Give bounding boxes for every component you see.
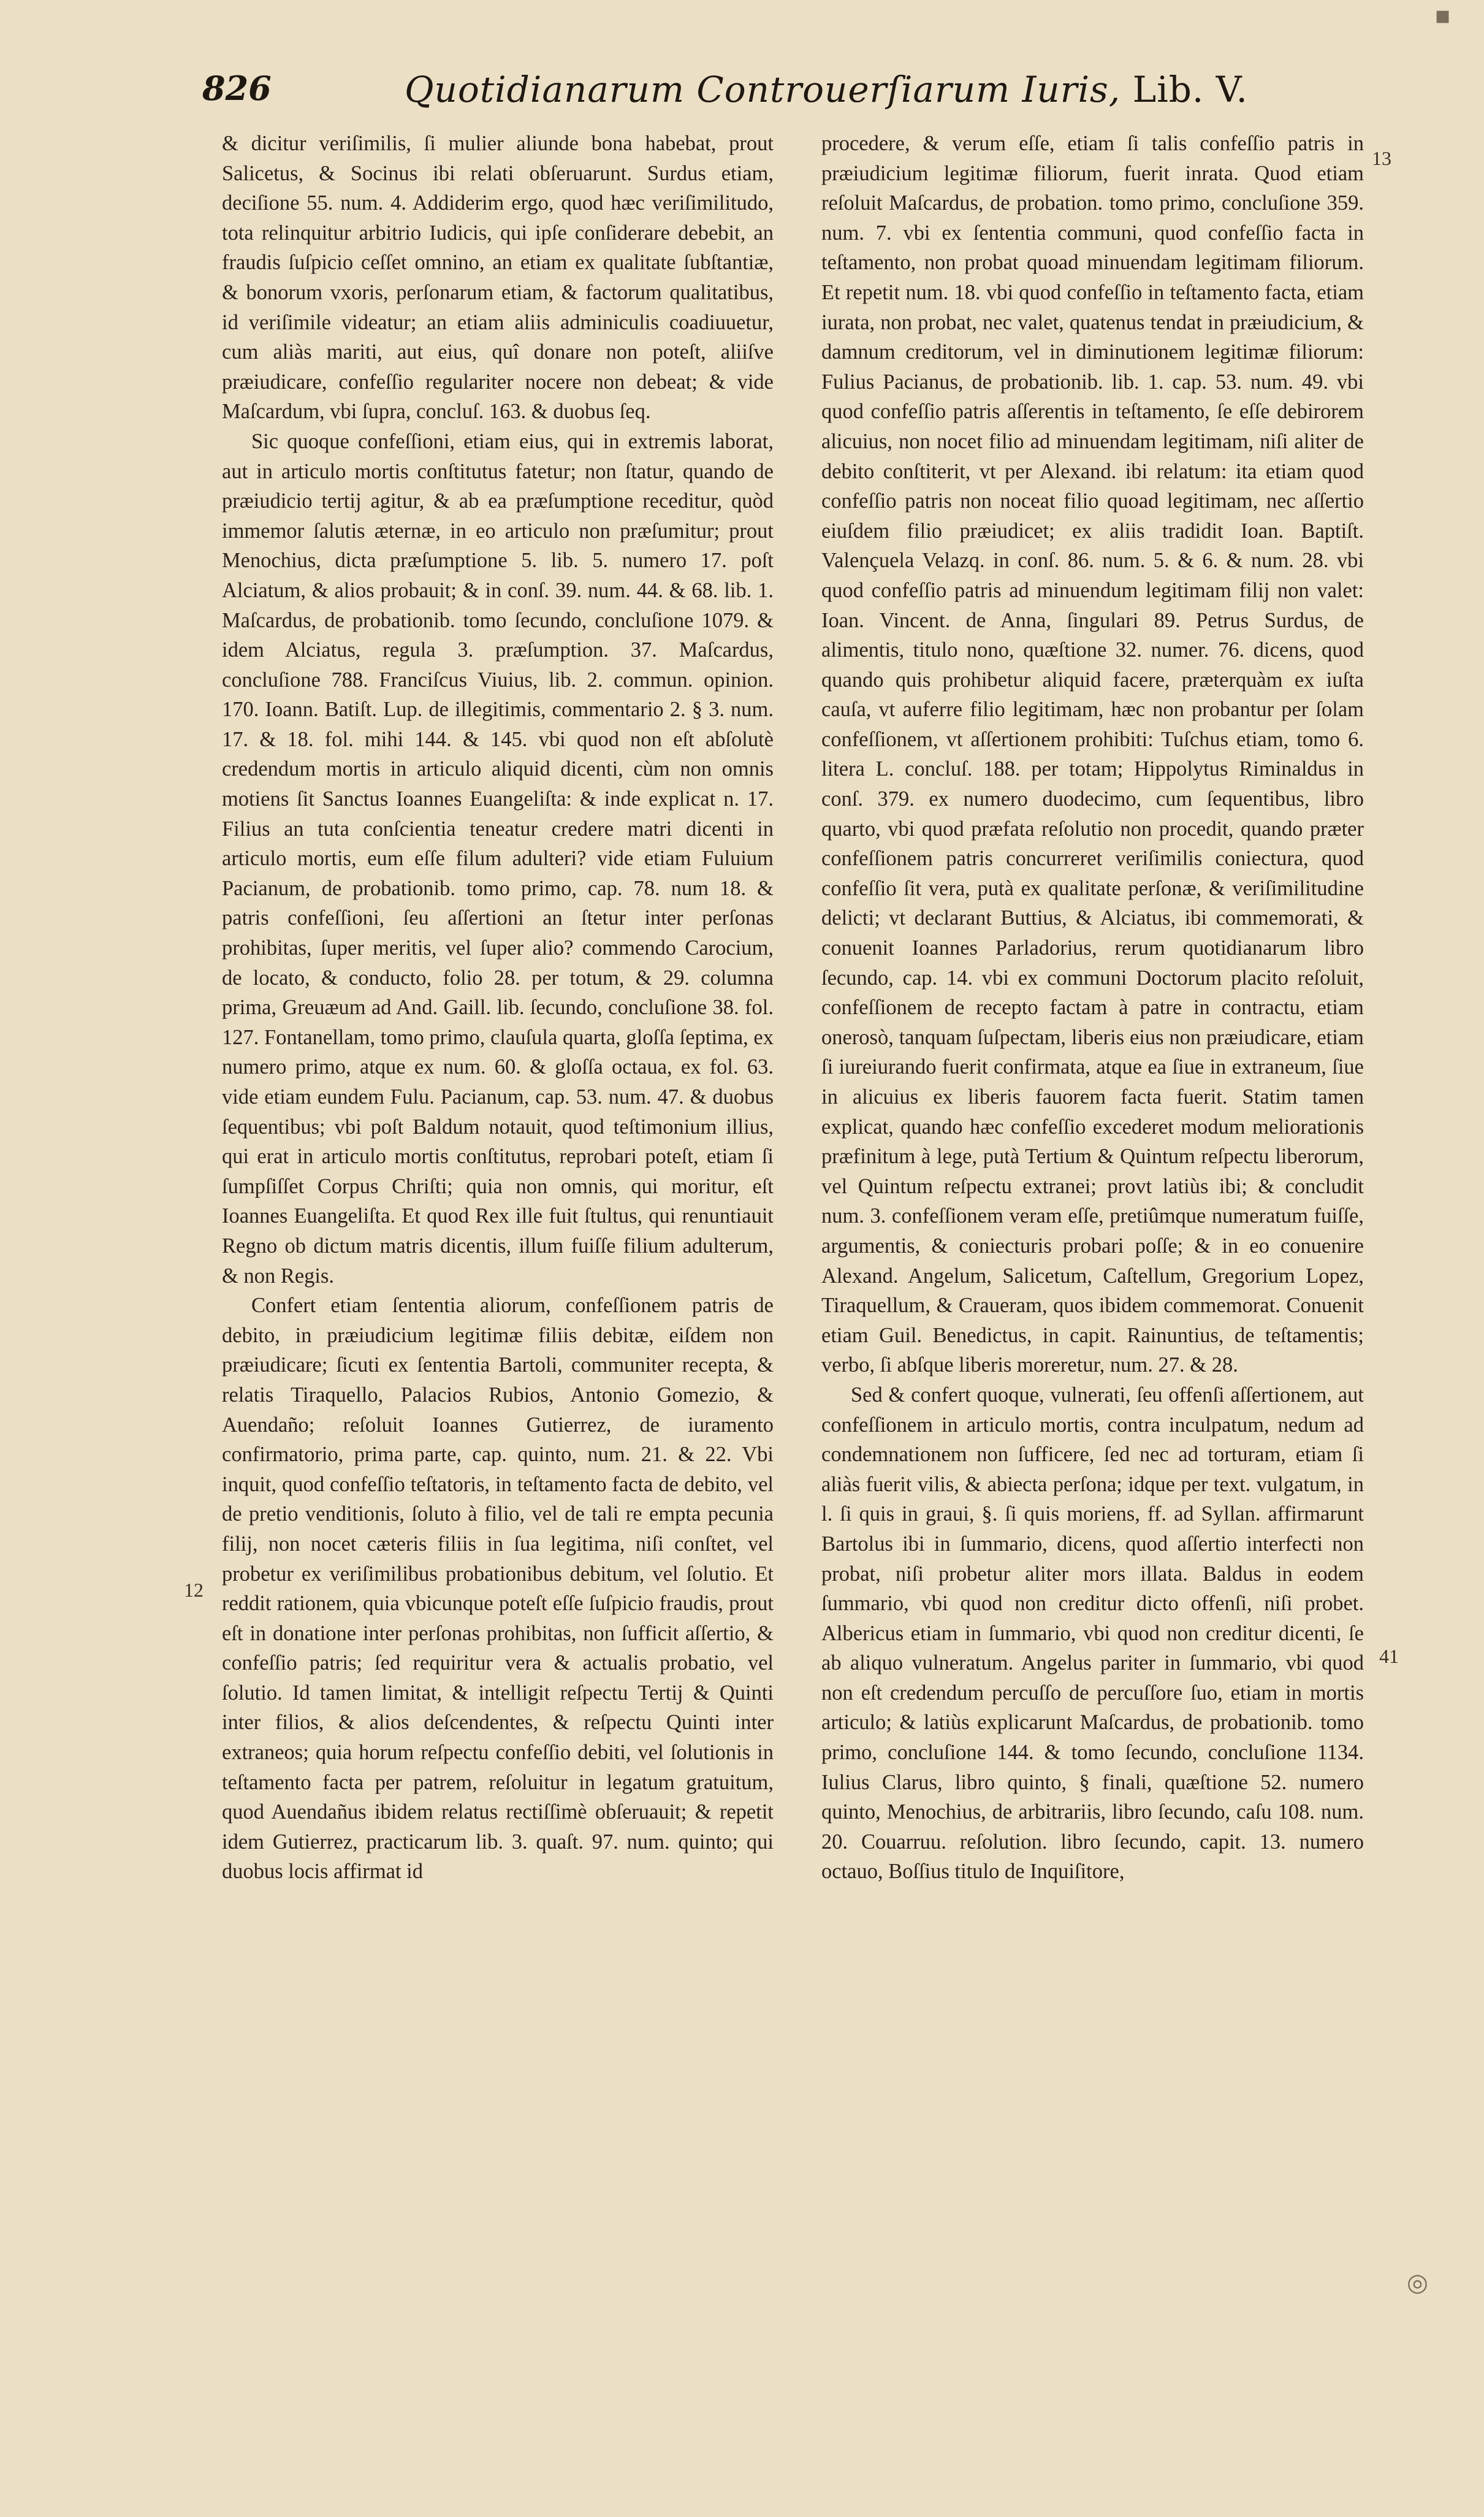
margin-number-right-top: 13 (1372, 147, 1391, 169)
page-number: 826 (202, 69, 272, 108)
right-column (821, 129, 1364, 2361)
margin-number-right-bottom: 41 (1379, 1645, 1399, 1667)
book-label: Lib. V. (1132, 69, 1248, 110)
left-paragraph-3: Confert etiam ſententia aliorum, confeſſionem patris de debito, in præiudicium legitimæ filiis debitæ, eiſdem non præiudicare; ſicuti ex ſententia Bartoli, communiter recepta, & relatis Tiraquello, Palacios Rubios, Antonio Gomezio, & Auendaño; reſoluit Ioannes Gutierrez, de iuramento confirmatorio, prima parte, cap. quinto, num. 21. & 22. Vbi inquit, quod confeſſio teſtatoris, in teſtamento facta de debito, vel de pretio venditionis, ſoluto à filio, vel de tali re empta pecunia filij, non nocet cæteris filiis in ſua legitima, niſi conſtet, vel probetur ex veriſimilibus probationibus debitum, vel ſolutio. Et reddit rationem, quia vbicunque poteſt eſſe ſuſpicio fraudis, prout eſt in donatione inter perſonas prohibitas, non ſufficit aſſertio, & confeſſio patris; ſed requiritur vera & actualis probatio, vel ſolutio. Id tamen limitat, & intelligit reſpectu Tertij & Quinti inter filios, & alios deſcendentes, & reſpectu Quinti inter extraneos; quia horum reſpectu confeſſio debiti, vel ſolutionis in teſtamento facta per patrem, reſoluitur in legatum gratuitum, quod Auendañus ibidem relatus rectiſſimè obſeruauit; & repetit idem Gutierrez, practicarum lib. 3. quaſt. 97. num. quinto; qui duobus locis affirmat id (222, 1294, 774, 1884)
running-title-text: Quotidianarum Controuerſiarum Iuris, (405, 69, 1121, 110)
left-column (222, 129, 774, 2361)
right-paragraph-1: procedere, & verum eſſe, etiam ſi talis confeſſio patris in præiudicium legitimæ filiorum, fuerit inrata. Quod etiam reſoluit Maſcardus, de probation. tomo primo, concluſione 359. num. 7. vbi ex ſententia communi, quod confeſſio facta in teſtamento, non probat quoad minuendam legitimam filiorum. Et repetit num. 18. vbi quod confeſſio in teſtamento facta, etiam iurata, non probat, nec valet, quatenus tendat in præiudicium, & damnum creditorum, vel in diminutionem legitimæ filiorum: Fulius Pacianus, de probationib. lib. 1. cap. 53. num. 49. vbi quod confeſſio patris aſſerentis in teſtamento, ſe eſſe debirorem alicuius, non nocet filio ad minuendam legitimam, niſi aliter de debito conſtiterit, vt per Alexand. ibi relatum: ita etiam quod confeſſio patris non noceat filio quoad legitimam, nec aſſertio eiuſdem filio præiudicet; ex aliis tradidit Ioan. Baptiſt. Valençuela Velazq. in conſ. 86. num. 5. & 6. & num. 28. vbi quod confeſſio patris ad minuendum legitimam filij non valet: Ioan. Vincent. de Anna, ſingulari 89. Petrus Surdus, de alimentis, titulo nono, quæſtione 32. numer. 76. dicens, quod quando quis prohibetur aliquid facere, præterquàm ex iuſta cauſa, vt auferre filio legitimam, hæc non probantur per ſolam confeſſionem, vt aſſertionem prohibiti: Tuſchus etiam, tomo 6. litera L. concluſ. 188. per totam; Hippolytus Riminaldus in conſ. 379. ex numero duodecimo, cum ſequentibus, libro quarto, vbi quod præfata reſolutio non procedit, quando præter confeſſionem patris concurreret veriſimilis coniectura, quod confeſſio ſit vera, putà ex qualitate perſonæ, & veriſimilitudine delicti; vt declarant Buttius, & Alciatus, ibi commemorati, & conuenit Ioannes Parladorius, rerum quotidianarum libro ſecundo, cap. 14. vbi ex communi Doctorum placito reſoluit, confeſſionem de recepto factam à patre in contractu, etiam onerosò, tanquam ſuſpectam, liberis eius non præiudicare, etiam ſi iureiurando fuerit confirmata, atque ea ſiue in extraneum, ſiue in alicuius ex liberis fauorem facta fuerit. Statim tamen explicat, quando hæc confeſſio excederet modum meliorationis præfinitum à lege, putà Tertium & Quintum reſpectu liberorum, vel Quintum reſpectu extranei; provt latiùs ibi; & concludit num. 3. confeſſionem veram eſſe, pretiûmque numeratum fuiſſe, argumentis, & coniecturis probari poſſe; & in eo conuenire Alexand. Angelum, Salicetum, Caſtellum, Gregorium Lopez, Tiraquellum, & Craueram, quos ibidem commemorat. Conuenit etiam Guil. Benedictus, in capit. Rainuntius, de teſtamentis; verbo, ſi abſque liberis moreretur, num. 27. & 28. (821, 132, 1364, 1377)
right-paragraph-2: Sed & confert quoque, vulnerati, ſeu offenſi aſſertionem, aut confeſſionem in articulo mortis, contra inculpatum, nedum ad condemnationem non ſufficere, ſed nec ad torturam, etiam ſi aliàs fuerit vilis, & abiecta perſona; idque per text. vulgatum, in l. ſi quis in graui, §. ſi quis moriens, ff. ad Syllan. affirmarunt Bartolus ibi in ſummario, dicens, quod aſſertio interfecti non probat, niſi probetur aliter mors illata. Baldus in eodem ſummario, vbi quod non creditur dicto offenſi, niſi probet. Albericus etiam in ſummario, vbi quod non creditur dicenti, ſe ab aliquo vulneratum. Angelus pariter in ſummario, vbi quod non eſt credendum percuſſo de percuſſore ſuo, etiam in mortis articulo; & latiùs explicarunt Maſcardus, de probationib. tomo primo, concluſione 144. & tomo ſecundo, concluſione 1134. Iulius Clarus, libro quinto, § finali, quæſtione 52. numero quinto, Menochius, de arbitrariis, libro ſecundo, caſu 108. num. 20. Couarruu. reſolution. libro ſecundo, capit. 13. numero octauo, Boſſius titulo de Inquiſitore, (821, 1383, 1364, 1884)
left-paragraph-1: & dicitur veriſimilis, ſi mulier aliunde bona habebat, prout Salicetus, & Socinus ibi relati obſeruarunt. Surdus etiam, deciſione 55. num. 4. Addiderim ergo, quod hæc veriſimilitudo, tota relinquitur arbitrio Iudicis, qui ipſe conſiderare debebit, an fraudis ſuſpicio ceſſet omnino, an etiam ex qualitate ſubſtantiæ, & bonorum vxoris, perſonarum etiam, & factorum qualitatibus, id veriſimile videatur; an etiam aliis adminiculis coadiuuetur, cum aliàs mariti, aut eius, quî donare non poteſt, aliiſve præiudicare, confeſſio regulariter nocere non debeat; & vide Maſcardum, vbi ſupra, concluſ. 163. & duobus ſeq. (222, 132, 774, 424)
page-header (202, 69, 1248, 118)
page-corner-ornament-icon: ◎ (1407, 2269, 1428, 2297)
corner-mark-icon: ▪ (1434, 1, 1452, 29)
running-title (405, 69, 1248, 110)
margin-number-left: 12 (184, 1579, 204, 1601)
left-paragraph-2: Sic quoque confeſſioni, etiam eius, qui in extremis laborat, aut in articulo mortis conſtitutus fatetur; non ſtatur, quando de præiudicio tertij agitur, & ab ea præſumptione receditur, quòd immemor ſalutis æternæ, in eo articulo non præſumitur; prout Menochius, dicta præſumptione 5. lib. 5. numero 17. poſt Alciatum, & alios probauit; & in conſ. 39. num. 44. & 68. lib. 1. Maſcardus, de probationib. tomo ſecundo, concluſione 1079. & idem Alciatus, regula 3. præſumption. 37. Maſcardus, concluſione 788. Franciſcus Viuius, lib. 2. commun. opinion. 170. Ioann. Batiſt. Lup. de illegitimis, commentario 2. § 3. num. 17. & 18. fol. mihi 144. & 145. vbi quod non eſt abſolutè credendum mortis in articulo aliquid dicenti, cùm non omnis motiens ſit Sanctus Ioannes Euangeliſta: & inde explicat n. 17. Filius an tuta conſcientia teneatur credere matri dicenti in articulo mortis, eum eſſe filum adulteri? vide etiam Fuluium Pacianum, de probationib. tomo primo, cap. 78. num 18. & patris confeſſioni, ſeu aſſertioni an ſtetur inter perſonas prohibitas, ſuper meritis, vel ſuper alio? commendo Carocium, de locato, & conducto, folio 28. per totum, & 29. columna prima, Greuæum ad And. Gaill. lib. ſecundo, concluſione 38. fol. 127. Fontanellam, tomo primo, clauſula quarta, gloſſa ſeptima, ex numero primo, atque ex num. 60. & gloſſa octaua, ex fol. 63. vide etiam eundem Fulu. Pacianum, cap. 53. num. 47. & duobus ſequentibus; vbi poſt Baldum notauit, quod teſtimonium illius, qui erat in articulo mortis conſtitutus, reprobari poteſt, etiam ſi ſumpſiſſet Corpus Chriſti; quia non omnis, qui moritur, eſt Ioannes Euangeliſta. Et quod Rex ille fuit ſtultus, qui renuntiauit Regno ob dictum matris dicentis, illum fuiſſe filium adulterum, & non Regis. (222, 429, 774, 1288)
